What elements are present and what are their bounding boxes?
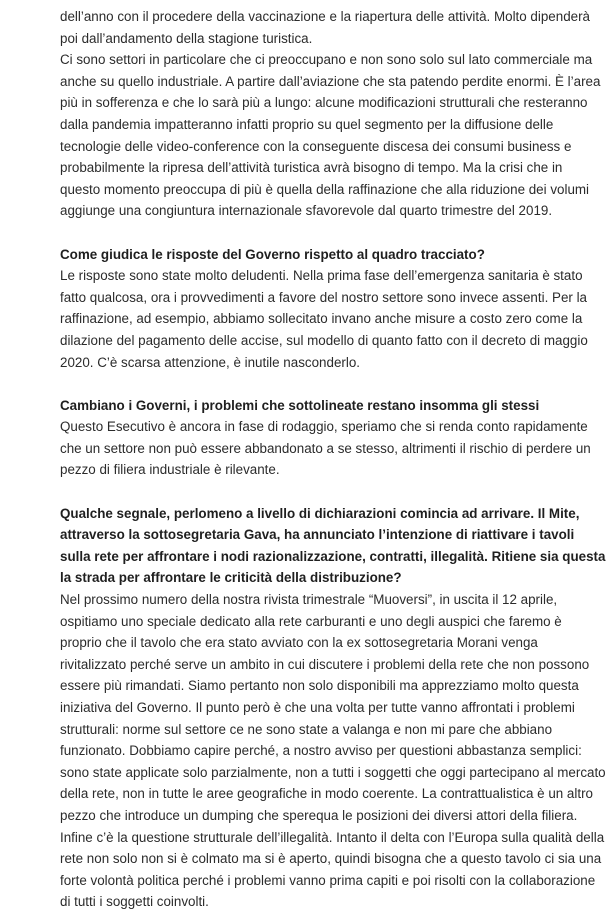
interview-question-2: Cambiano i Governi, i problemi che sottolineate restano insomma gli stessi xyxy=(60,397,540,413)
article-body xyxy=(60,6,606,913)
intro-paragraph-2: Ci sono settori in particolare che ci preoccupano e non sono solo sul lato commerciale ma anche su quello industriale. A partire dall’aviazione che sta patendo perdite enormi. È l’area più in sofferenza e che lo sarà più a lungo: alcune modificazioni strutturali che resteranno dalla pandemia impatteranno infatti proprio su quel segmento per la diffusione delle tecnologie delle video-conference con la conseguente discesa dei consumi business e probabilmente la ripresa dell’attività turistica avrà bisogno di tempo. Ma la crisi che in questo momento preoccupa di più è quella della raffinazione che alla riduzione dei volumi aggiunge una congiuntura internazionale sfavorevole dal quarto trimestre del 2019. xyxy=(60,52,601,219)
paragraph-spacer xyxy=(60,373,606,395)
interview-answer-3: Nel prossimo numero della nostra rivista trimestrale “Muoversi”, in uscita il 12 aprile, ospitiamo uno speciale dedicato alla rete carburanti e uno degli auspici che faremo è proprio che il tavolo che era stato avviato con la ex sottosegretaria Morani venga rivitalizzato perché serve un ambito in cui discutere i problemi della rete che non possono essere più rimandati. Siamo pertanto non solo disponibili ma apprezziamo molto questa iniziativa del Governo. Il punto però è che una volta per tutte vanno affrontati i problemi strutturali: norme sul settore ce ne sono state a valanga e non mi pare che abbiano funzionato. Dobbiamo capire perché, a nostro avviso per questioni abbastanza semplici: sono state applicate solo parzialmente, non a tutti i soggetti che oggi partecipano al mercato della rete, non in tutte le aree geografiche in modo coerente. La contrattualistica è un altro pezzo che introduce un dumping che sperequa le posizioni dei diversi attori della filiera. Infine c’è la questione strutturale dell’illegalità. Intanto il delta con l’Europa sulla qualità della rete non solo non si è colmato ma si è aperto, quindi bisogna che a questo tavolo ci sia una forte volontà politica perché i problemi vanno prima capiti e poi risolti con la collaborazione di tutti i soggetti coinvolti. xyxy=(60,592,606,910)
interview-answer-2: Questo Esecutivo è ancora in fase di rodaggio, speriamo che si renda conto rapidamente che un settore non può essere abbandonato a se stesso, altrimenti il rischio di perdere un pezzo di filiera industriale è rilevante. xyxy=(60,419,591,478)
interview-question-3: Qualche segnale, perlomeno a livello di dichiarazioni comincia ad arrivare. Il Mite, attraverso la sottosegretaria Gava, ha annunciato l’intenzione di riattivare i tavoli sulla rete per affrontare i nodi razionalizzazione, contratti, illegalità. Ritiene sia questa la strada per affrontare le criticità della distribuzione? xyxy=(60,505,606,586)
paragraph-spacer xyxy=(60,222,606,244)
intro-paragraph-1: dell’anno con il procedere della vaccinazione e la riapertura delle attività. Molto dipenderà poi dall’andamento della stagione turistica. xyxy=(60,9,590,46)
interview-answer-1: Le risposte sono state molto deludenti. Nella prima fase dell’emergenza sanitaria è stato fatto qualcosa, ora i provvedimenti a favore del nostro settore sono invece assenti. Per la raffinazione, ad esempio, abbiamo sollecitato invano anche misure a costo zero come la dilazione del pagamento delle accise, sul modello di quanto fatto con il decreto di maggio 2020. C’è scarsa attenzione, è inutile nasconderlo. xyxy=(60,268,588,370)
interview-question-1: Come giudica le risposte del Governo rispetto al quadro tracciato? xyxy=(60,246,485,262)
paragraph-spacer xyxy=(60,481,606,503)
